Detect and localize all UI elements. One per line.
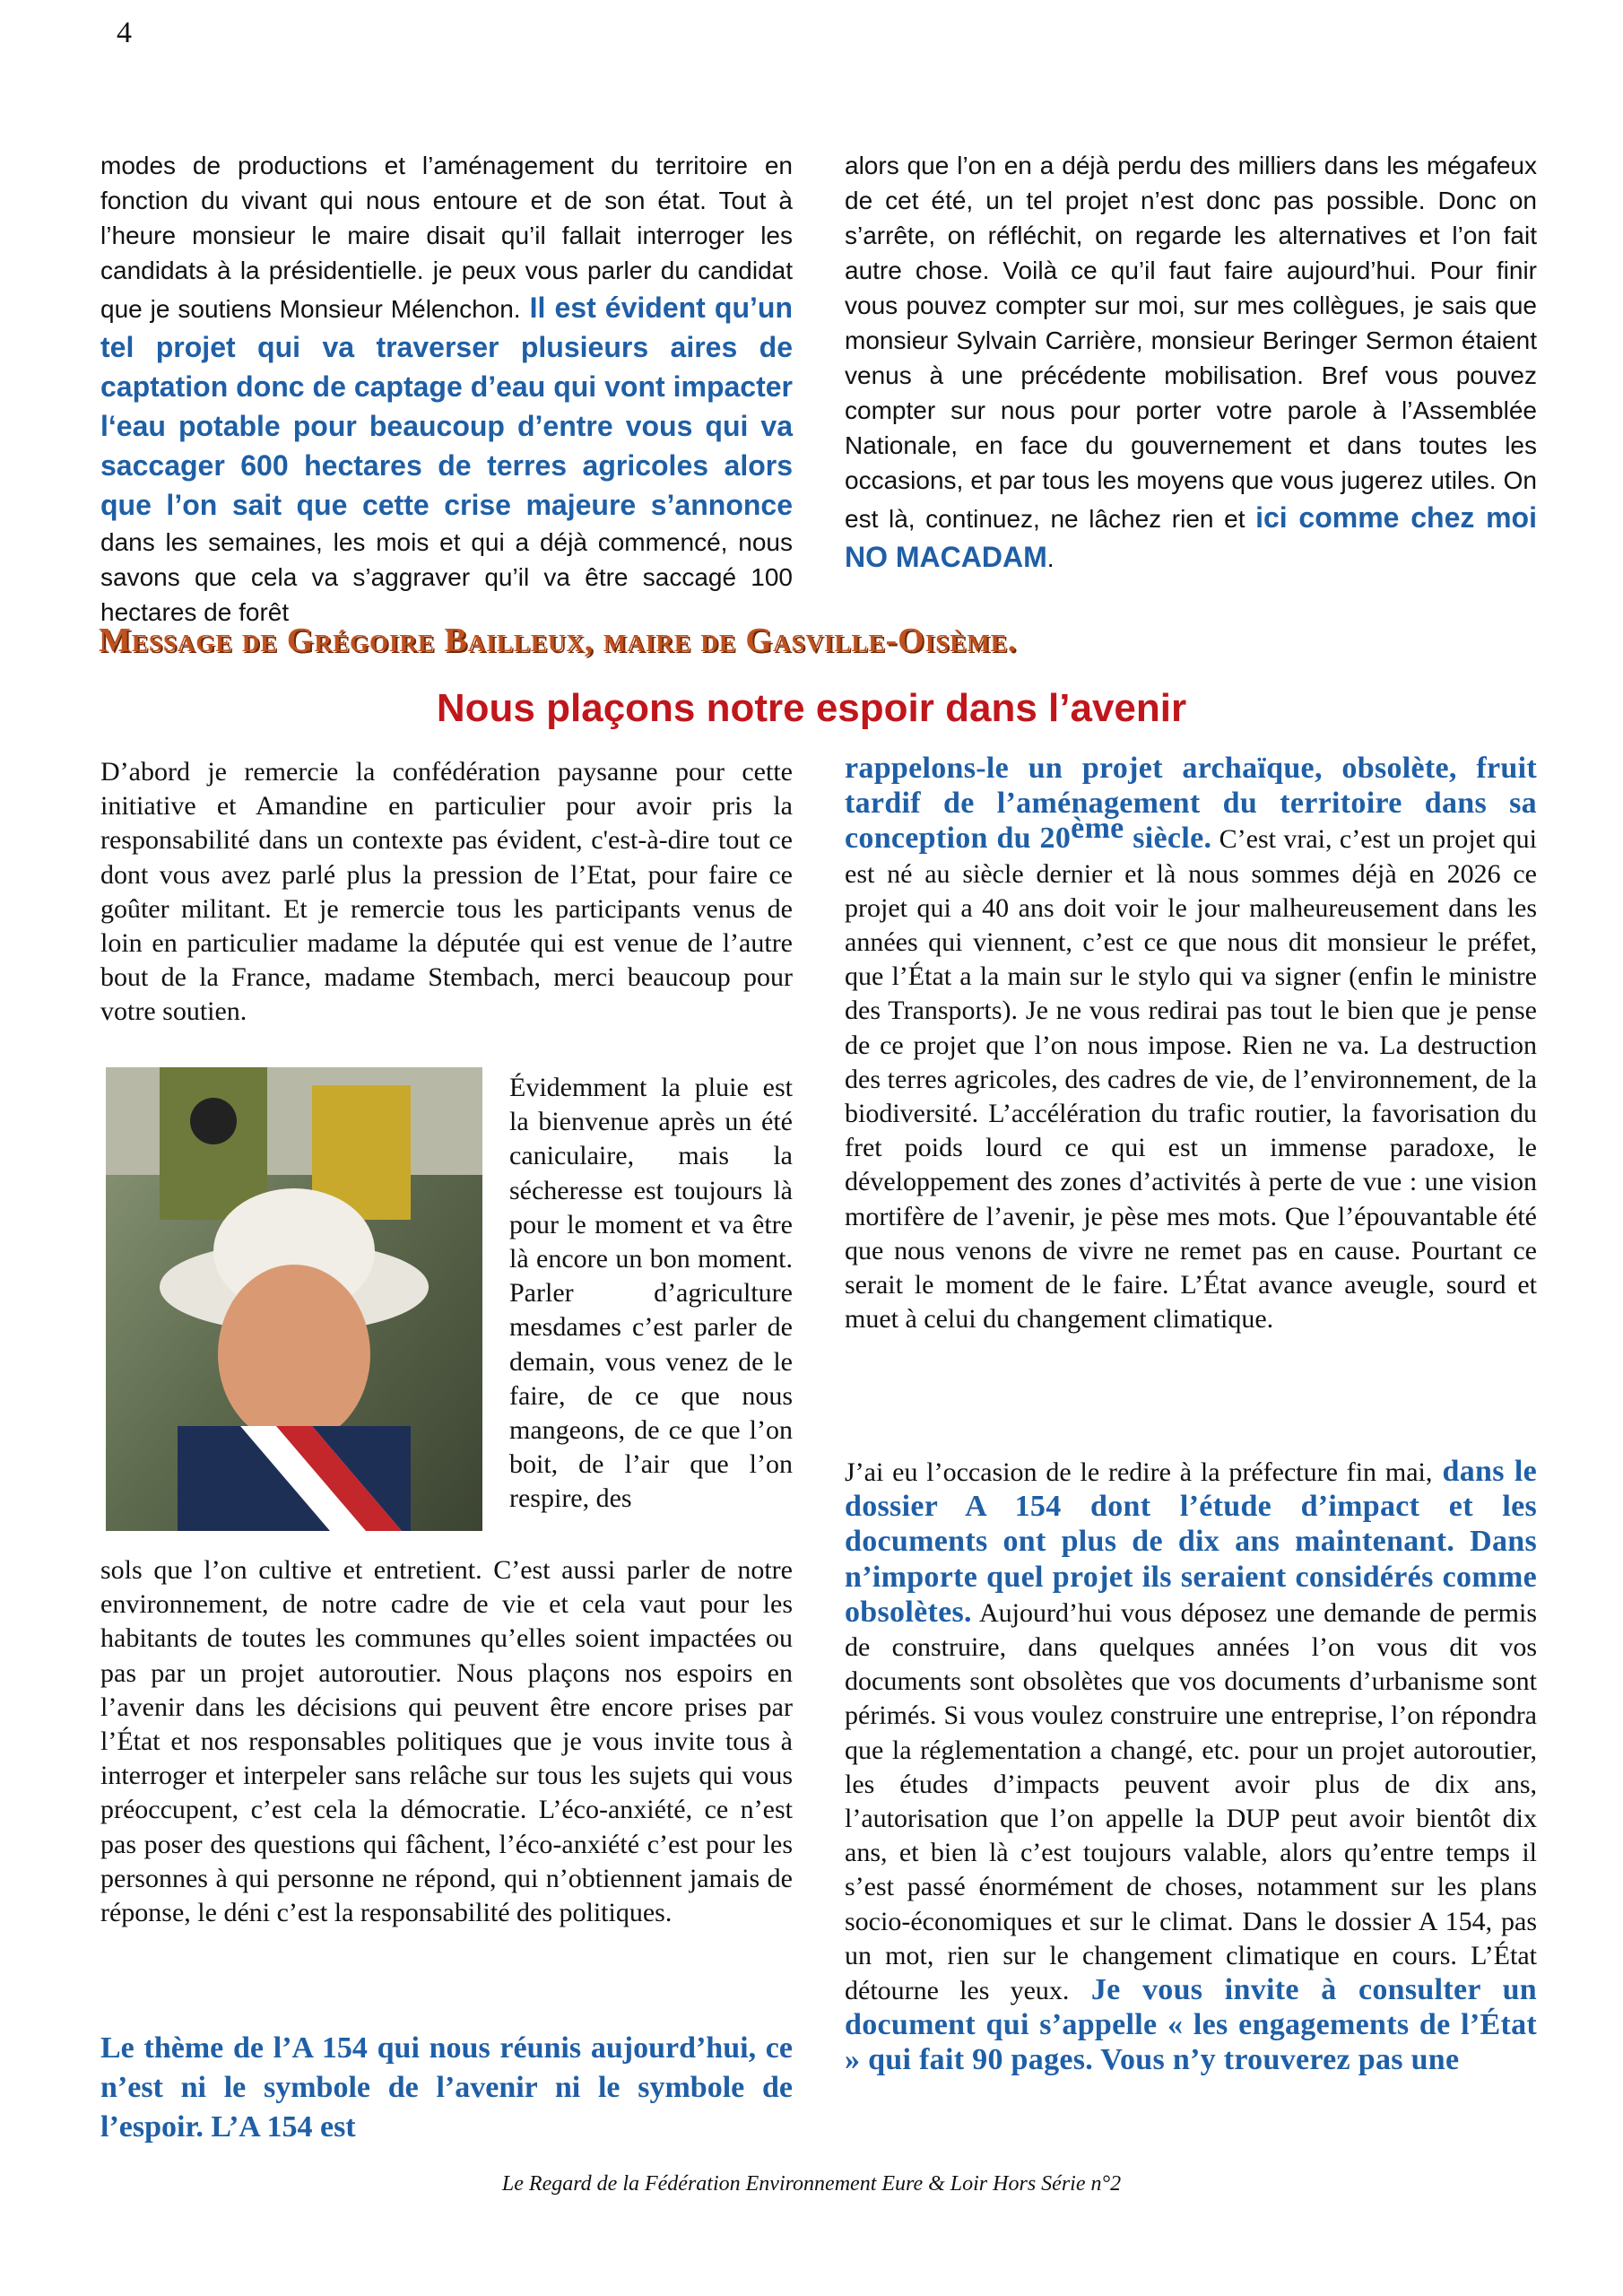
right-p1-text: C’est vrai, c’est un projet qui est né au siècle dernier et là nous sommes déjà en 2026 ce projet qui a 40 ans doit voir le jour malheureusement dans les années qui viennent, c’est ce que nous dit monsieur le préfet, que l’État a la main sur le stylo qui va signer (enfin le ministre des Transports). Je ne vous redirai pas tout le bien que je pense de ce projet que l’on nous impose. Rien ne va. La destruction des terres agricoles, des cadres de vie, de l’environnement, de la biodiversité. L’accélération du trafic routier, la favorisation du fret poids lourd ce qui est un immense paradoxe, le développement des zones d’activités à perte de vue : une vision mortifère de l’avenir, je pèse mes mots. Que l’épouvantable été que nous venons de vivre ne remet pas en cause. Pourtant ce serait le moment de le faire. L’État avance aveugle, sourd et muet à celui du changement climatique. bbox=[845, 824, 1537, 1335]
section-title-text: Message de Grégoire Bailleux, maire de Gasville-Oisème bbox=[99, 622, 1008, 659]
main-column-right-p1 bbox=[845, 752, 1537, 1336]
top-left-text-a: modes de productions et l’aménagement du territoire en fonction du vivant qui nous entoure et de son état. Tout à l’heure monsieur le maire disait qu’il fallait interroger les candidats à la présidentielle. je peux vous parler du candidat que je soutiens Monsieur Mélenchon. bbox=[100, 152, 793, 323]
right-p2-bold-end: Je vous invite à consulter un document qui s’appelle « les engagements de l’État » qui fait 90 pages. Vous n’y trouverez pas une bbox=[845, 1973, 1537, 2077]
section-title-end: . bbox=[1007, 622, 1018, 659]
section-subtitle: Nous plaçons notre espoir dans l’avenir bbox=[436, 686, 1187, 730]
right-p1-bold-sup: ème bbox=[1071, 812, 1124, 846]
page-number: 4 bbox=[117, 16, 132, 49]
main-column-right-p2 bbox=[845, 1455, 1537, 2079]
right-p2-text-b: Aujourd’hui vous déposez une demande de permis de construire, dans quelques années l’on vous dit vos documents sont obsolètes que vos documents d’urbanisme sont périmés. Si vous voulez construire une entreprise, l’on répondra que la réglementation a changé, etc. pour un projet autoroutier, les études d’impacts peuvent avoir plus de dix ans, l’autorisation que l’on appelle la DUP peut avoir bientôt dix ans, et bien là c’est toujours valable, alors qu’entre temps il s’est passé énormément de choses, notamment sur les plans socio-économiques et sur le climat. Dans le dossier A 154, pas un mot, rien sur le changement climatique en cours. L’État détourne les yeux. bbox=[845, 1597, 1537, 2006]
page-footer: Le Regard de la Fédération Environnement Eure & Loir Hors Série n°2 bbox=[501, 2172, 1122, 2196]
photo-mayor-image bbox=[106, 1067, 482, 1531]
top-left-bold: Il est évident qu’un tel projet qui va traverser plusieurs aires de captation donc de captage d’eau qui vont impacter l‘eau potable pour beaucoup d’entre vous qui va saccager 600 hectares de terres agricoles alors que l’on sait que cette crise majeure s’annonce bbox=[100, 291, 793, 521]
right-p2-text-a: J’ai eu l’occasion de le redire à la préfecture fin mai, bbox=[845, 1457, 1433, 1487]
right-p1-bold-a: rappelons-le un projet archaïque, obsolète, fruit tardif de l’aménagement du territoire dans sa conception du 20 bbox=[845, 752, 1537, 856]
photo-mayor bbox=[106, 1067, 482, 1531]
top-column-left bbox=[100, 148, 793, 630]
top-column-right bbox=[845, 148, 1537, 577]
right-p1-bold-b: siècle. bbox=[1124, 822, 1212, 856]
main-column-left-p2-beside-photo: Évidemment la pluie est la bienvenue après un été caniculaire, mais la sécheresse est toujours là pour le moment et va être là encore un bon moment. Parler d’agriculture mesdames c’est parler de demain, vous venez de le faire, de ce que nous mangeons, de ce que l’on boit, de l’air que l’on respire, des bbox=[509, 1073, 793, 1514]
top-right-text-b: . bbox=[1046, 544, 1055, 572]
main-column-left-p3: Le thème de l’A 154 qui nous réunis aujourd’hui, ce n’est ni le symbole de l’avenir ni le symbole de l’espoir. L’A 154 est bbox=[100, 2031, 793, 2144]
top-right-bold: ici comme chez moi NO MACADAM bbox=[845, 501, 1537, 573]
section-title bbox=[99, 621, 1444, 660]
right-p2-bold: dans le dossier A 154 dont l’étude d’impact et les documents ont plus de dix ans maintenant. Dans n’importe quel projet ils seraient considérés comme obsolètes. bbox=[845, 1455, 1537, 1629]
main-column-left-p2-rest: sols que l’on cultive et entretient. C’est aussi parler de notre environnement, de notre cadre de vie et cela vaut pour les habitants de toutes les communes qu’elles soient impactées ou pas par un projet autoroutier. Nous plaçons nos espoirs en l’avenir dans les décisions qui peuvent être encore prises par l’État et nos responsables politiques que je vous invite tous à interroger et interpeler sans relâche sur tous les sujets qui vous préoccupent, c’est cela la démocratie. L’éco-anxiété, ce n’est pas poser des questions qui fâchent, l’éco-anxiété c’est pour les personnes à qui personne ne répond, qui n’obtiennent jamais de réponse, le déni c’est la responsabilité des politiques. bbox=[100, 1555, 793, 1928]
top-right-text-a: alors que l’on en a déjà perdu des milliers dans les mégafeux de cet été, un tel projet n’est donc pas possible. Donc on s’arrête, on réfléchit, on regarde les alternatives et l’on fait autre chose. Voilà ce qu’il faut faire aujourd’hui. Pour finir vous pouvez compter sur moi, sur mes collègues, je sais que monsieur Sylvain Carrière, monsieur Beringer Sermon étaient venus à une précédente mobilisation. Bref vous pouvez compter sur nous pour porter votre parole à l’Assemblée Nationale, en face du gouvernement et dans toutes les occasions, et par tous les moyens que vous jugerez utiles. On est là, continuez, ne lâchez rien et bbox=[845, 152, 1537, 533]
main-column-left-p1: D’abord je remercie la confédération paysanne pour cette initiative et Amandine en particulier pour avoir pris la responsabilité dans un contexte pas évident, c'est-à-dire tout ce dont vous avez parlé plus la pression de l’Etat, pour faire ce goûter militant. Et je remercie tous les participants venus de loin en particulier madame la députée qui est venue de l’autre bout de la France, madame Stembach, merci beaucoup pour votre soutien. bbox=[100, 757, 793, 1027]
top-left-text-b: dans les semaines, les mois et qui a déjà commencé, nous savons que cela va s’aggraver qu’il va être saccagé 100 hectares de forêt bbox=[100, 528, 793, 626]
